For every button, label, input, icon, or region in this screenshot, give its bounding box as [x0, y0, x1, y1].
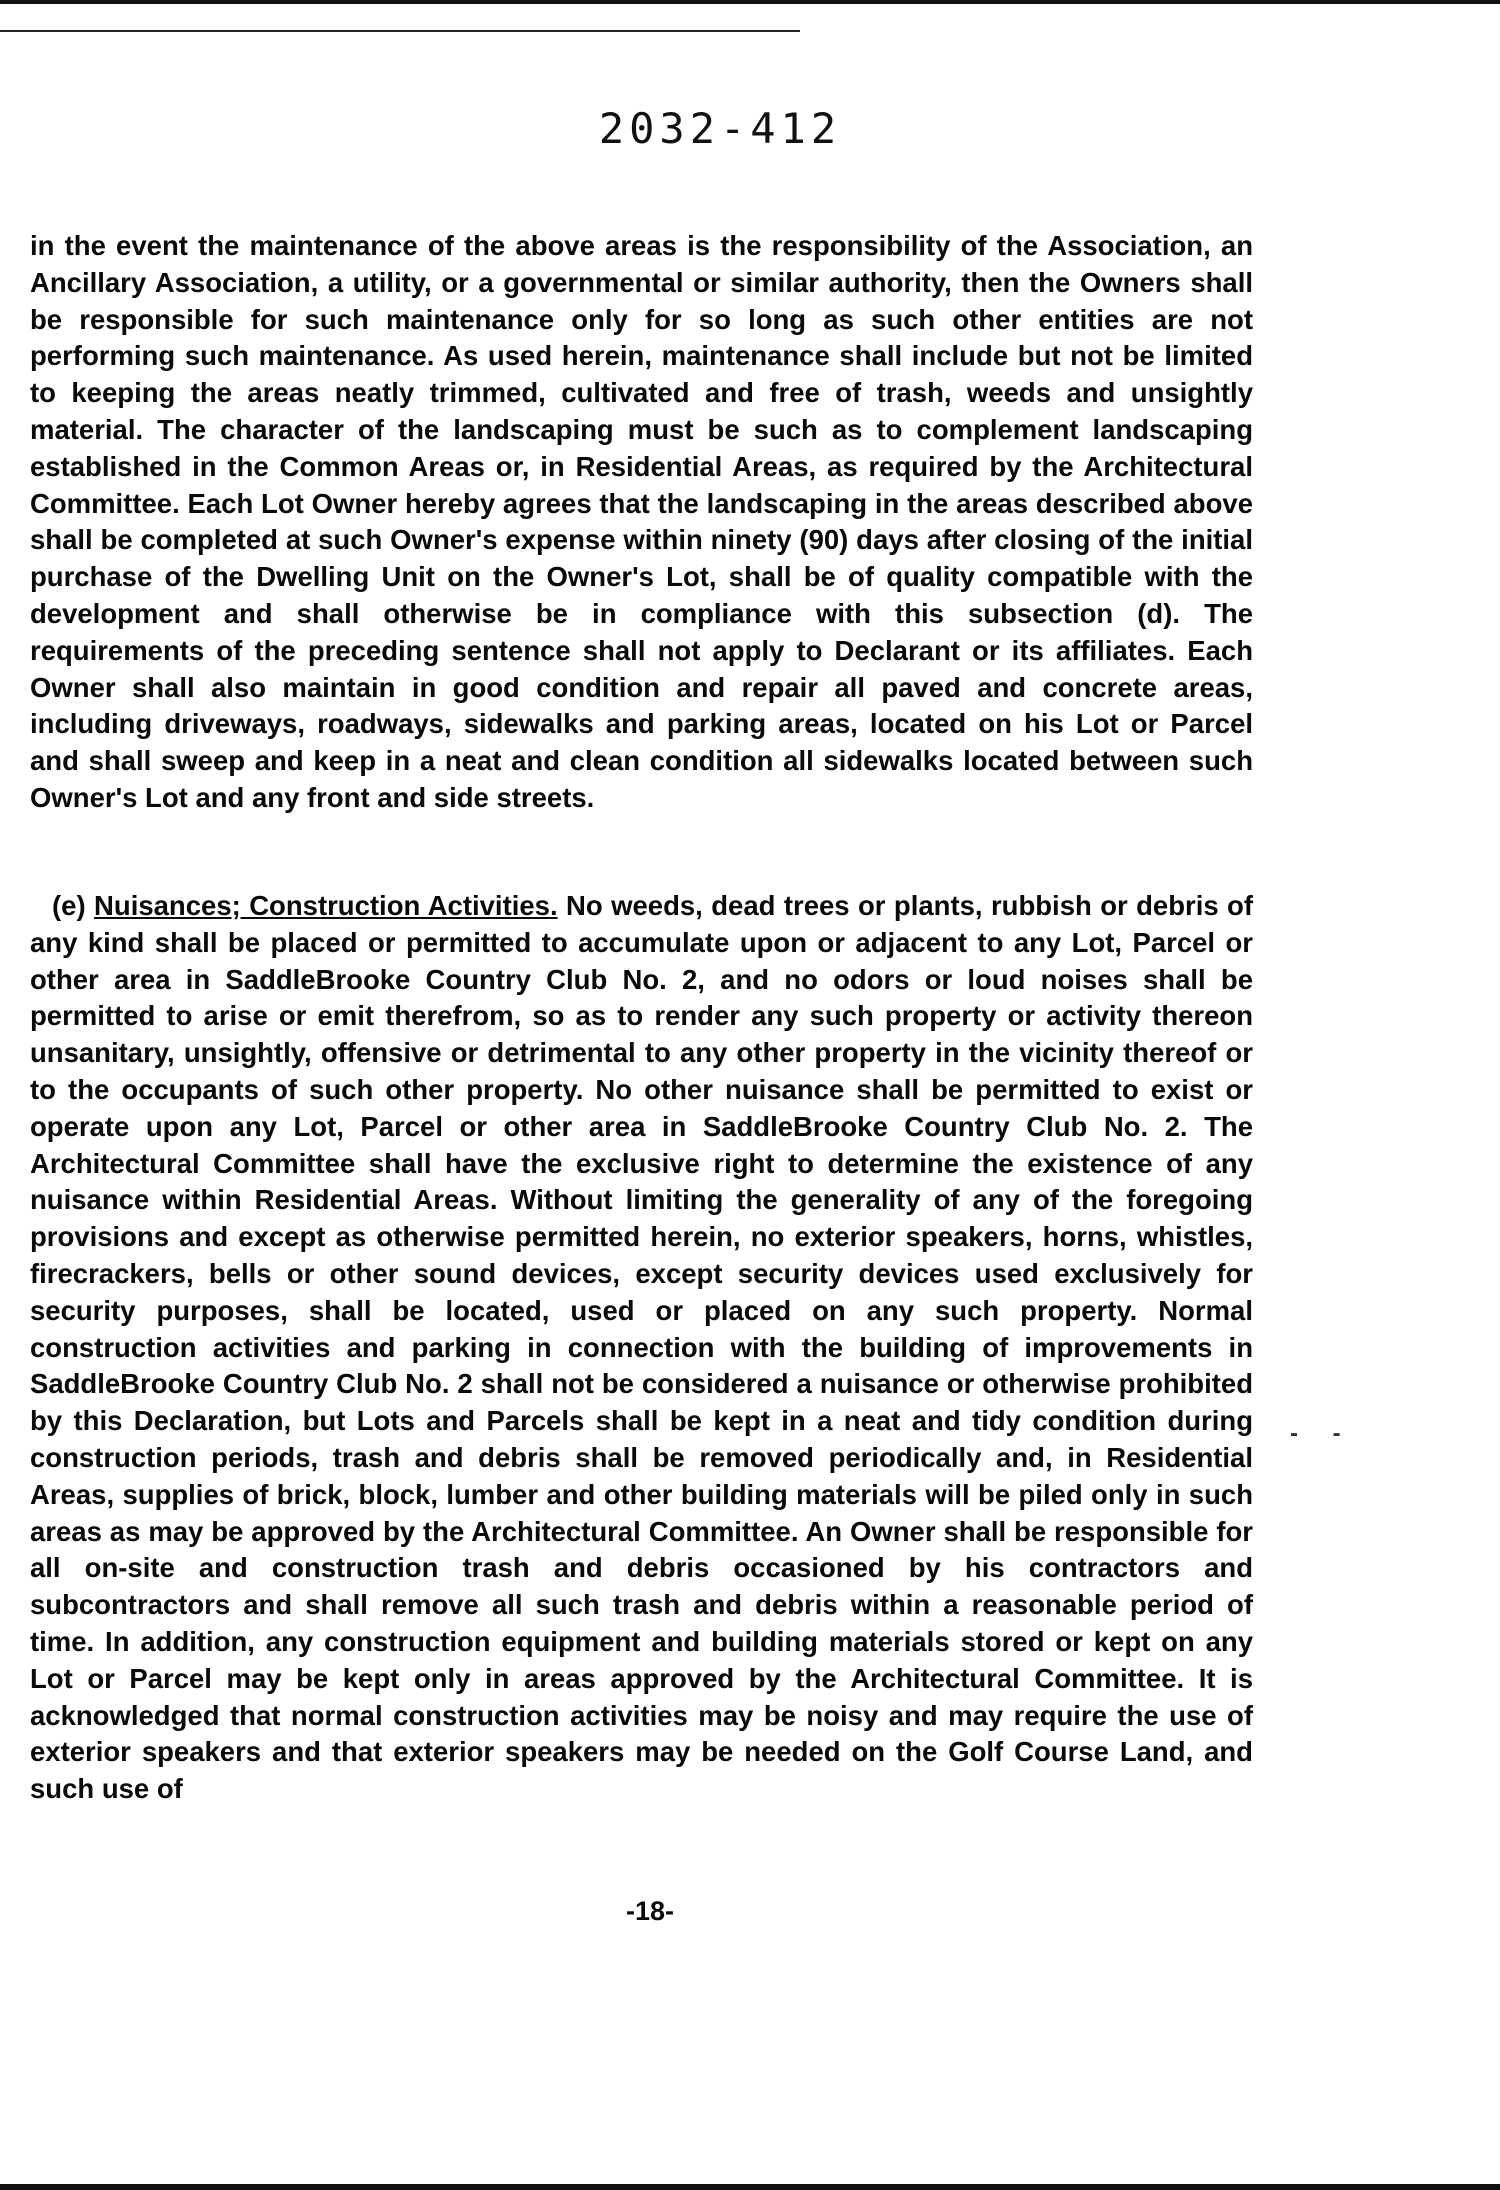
page-number: -18- — [625, 1896, 674, 1926]
section-heading: Nuisances; Construction Activities. — [94, 890, 558, 921]
margin-mark: - - — [1290, 1420, 1355, 1447]
paragraph-landscaping-maintenance: in the event the maintenance of the above areas is the responsibility of the Association, an Ancillary Association, a utility, or a governmental or similar authority, then the Owners shall be responsible for such maintenance only for so long as such other entities are not performing such maintenance. As used herein, maintenance shall include but not be limited to keeping the areas neatly trimmed, cultivated and free of trash, weeds and unsightly material. The character of the landscaping must be such as to complement landscaping established in the Common Areas or, in Residential Areas, as required by the Architectural Committee. Each Lot Owner hereby agrees that the landscaping in the areas described above shall be completed at such Owner's expense within ninety (90) days after closing of the initial purchase of the Dwelling Unit on the Owner's Lot, shall be of quality compatible with the development and shall otherwise be in compliance with this subsection (d). The requirements of the preceding sentence shall not apply to Declarant or its affiliates. Each Owner shall also maintain in good condition and repair all paved and concrete areas, including driveways, roadways, sidewalks and parking areas, located on his Lot or Parcel and shall sweep and keep in a neat and clean condition all sidewalks located between such Owner's Lot and any front and side streets. — [30, 230, 1253, 813]
section-e-text: No weeds, dead trees or plants, rubbish or debris of any kind shall be placed or permitted to accumulate upon or adjacent to any Lot, Parcel or other area in SaddleBrooke Country Club No. 2, and no odors or loud noises shall be permitted to arise or emit therefrom, so as to render any such property or activity thereon unsanitary, unsightly, offensive or detrimental to any other property in the vicinity thereof or to the occupants of such other property. No other nuisance shall be permitted to exist or operate upon any Lot, Parcel or other area in SaddleBrooke Country Club No. 2. The Architectural Committee shall have the exclusive right to determine the existence of any nuisance within Residential Areas. Without limiting the generality of any of the foregoing provisions and except as otherwise permitted herein, no exterior speakers, horns, whistles, firecrackers, bells or other sound devices, except security devices used exclusively for security purposes, shall be located, used or placed on any such property. Normal construction activities and parking in connection with the building of improvements in SaddleBrooke Country Club No. 2 shall not be considered a nuisance or otherwise prohibited by this Declaration, but Lots and Parcels shall be kept in a neat and tidy condition during construction periods, trash and debris shall be removed periodically and, in Residential Areas, supplies of brick, block, lumber and other building materials will be piled only in such areas as may be approved by the Architectural Committee. An Owner shall be responsible for all on-site and construction trash and debris occasioned by his contractors and subcontractors and shall remove all such trash and debris within a reasonable period of time. In addition, any construction equipment and building materials stored or kept on any Lot or Parcel may be kept only in areas approved by the Architectural Committee. It is acknowledged that normal construction activities may be noisy and may require the use of exterior speakers and that exterior speakers may be needed on the Golf Course Land, and such use of — [30, 890, 1254, 1805]
section-label: (e) — [52, 890, 86, 921]
scan-bottom-border — [0, 2184, 1500, 2190]
section-e-paragraph — [30, 888, 1253, 1808]
scan-top-border — [0, 0, 1500, 4]
document-number: 2032-412 — [598, 104, 842, 153]
header-rule — [0, 30, 800, 32]
